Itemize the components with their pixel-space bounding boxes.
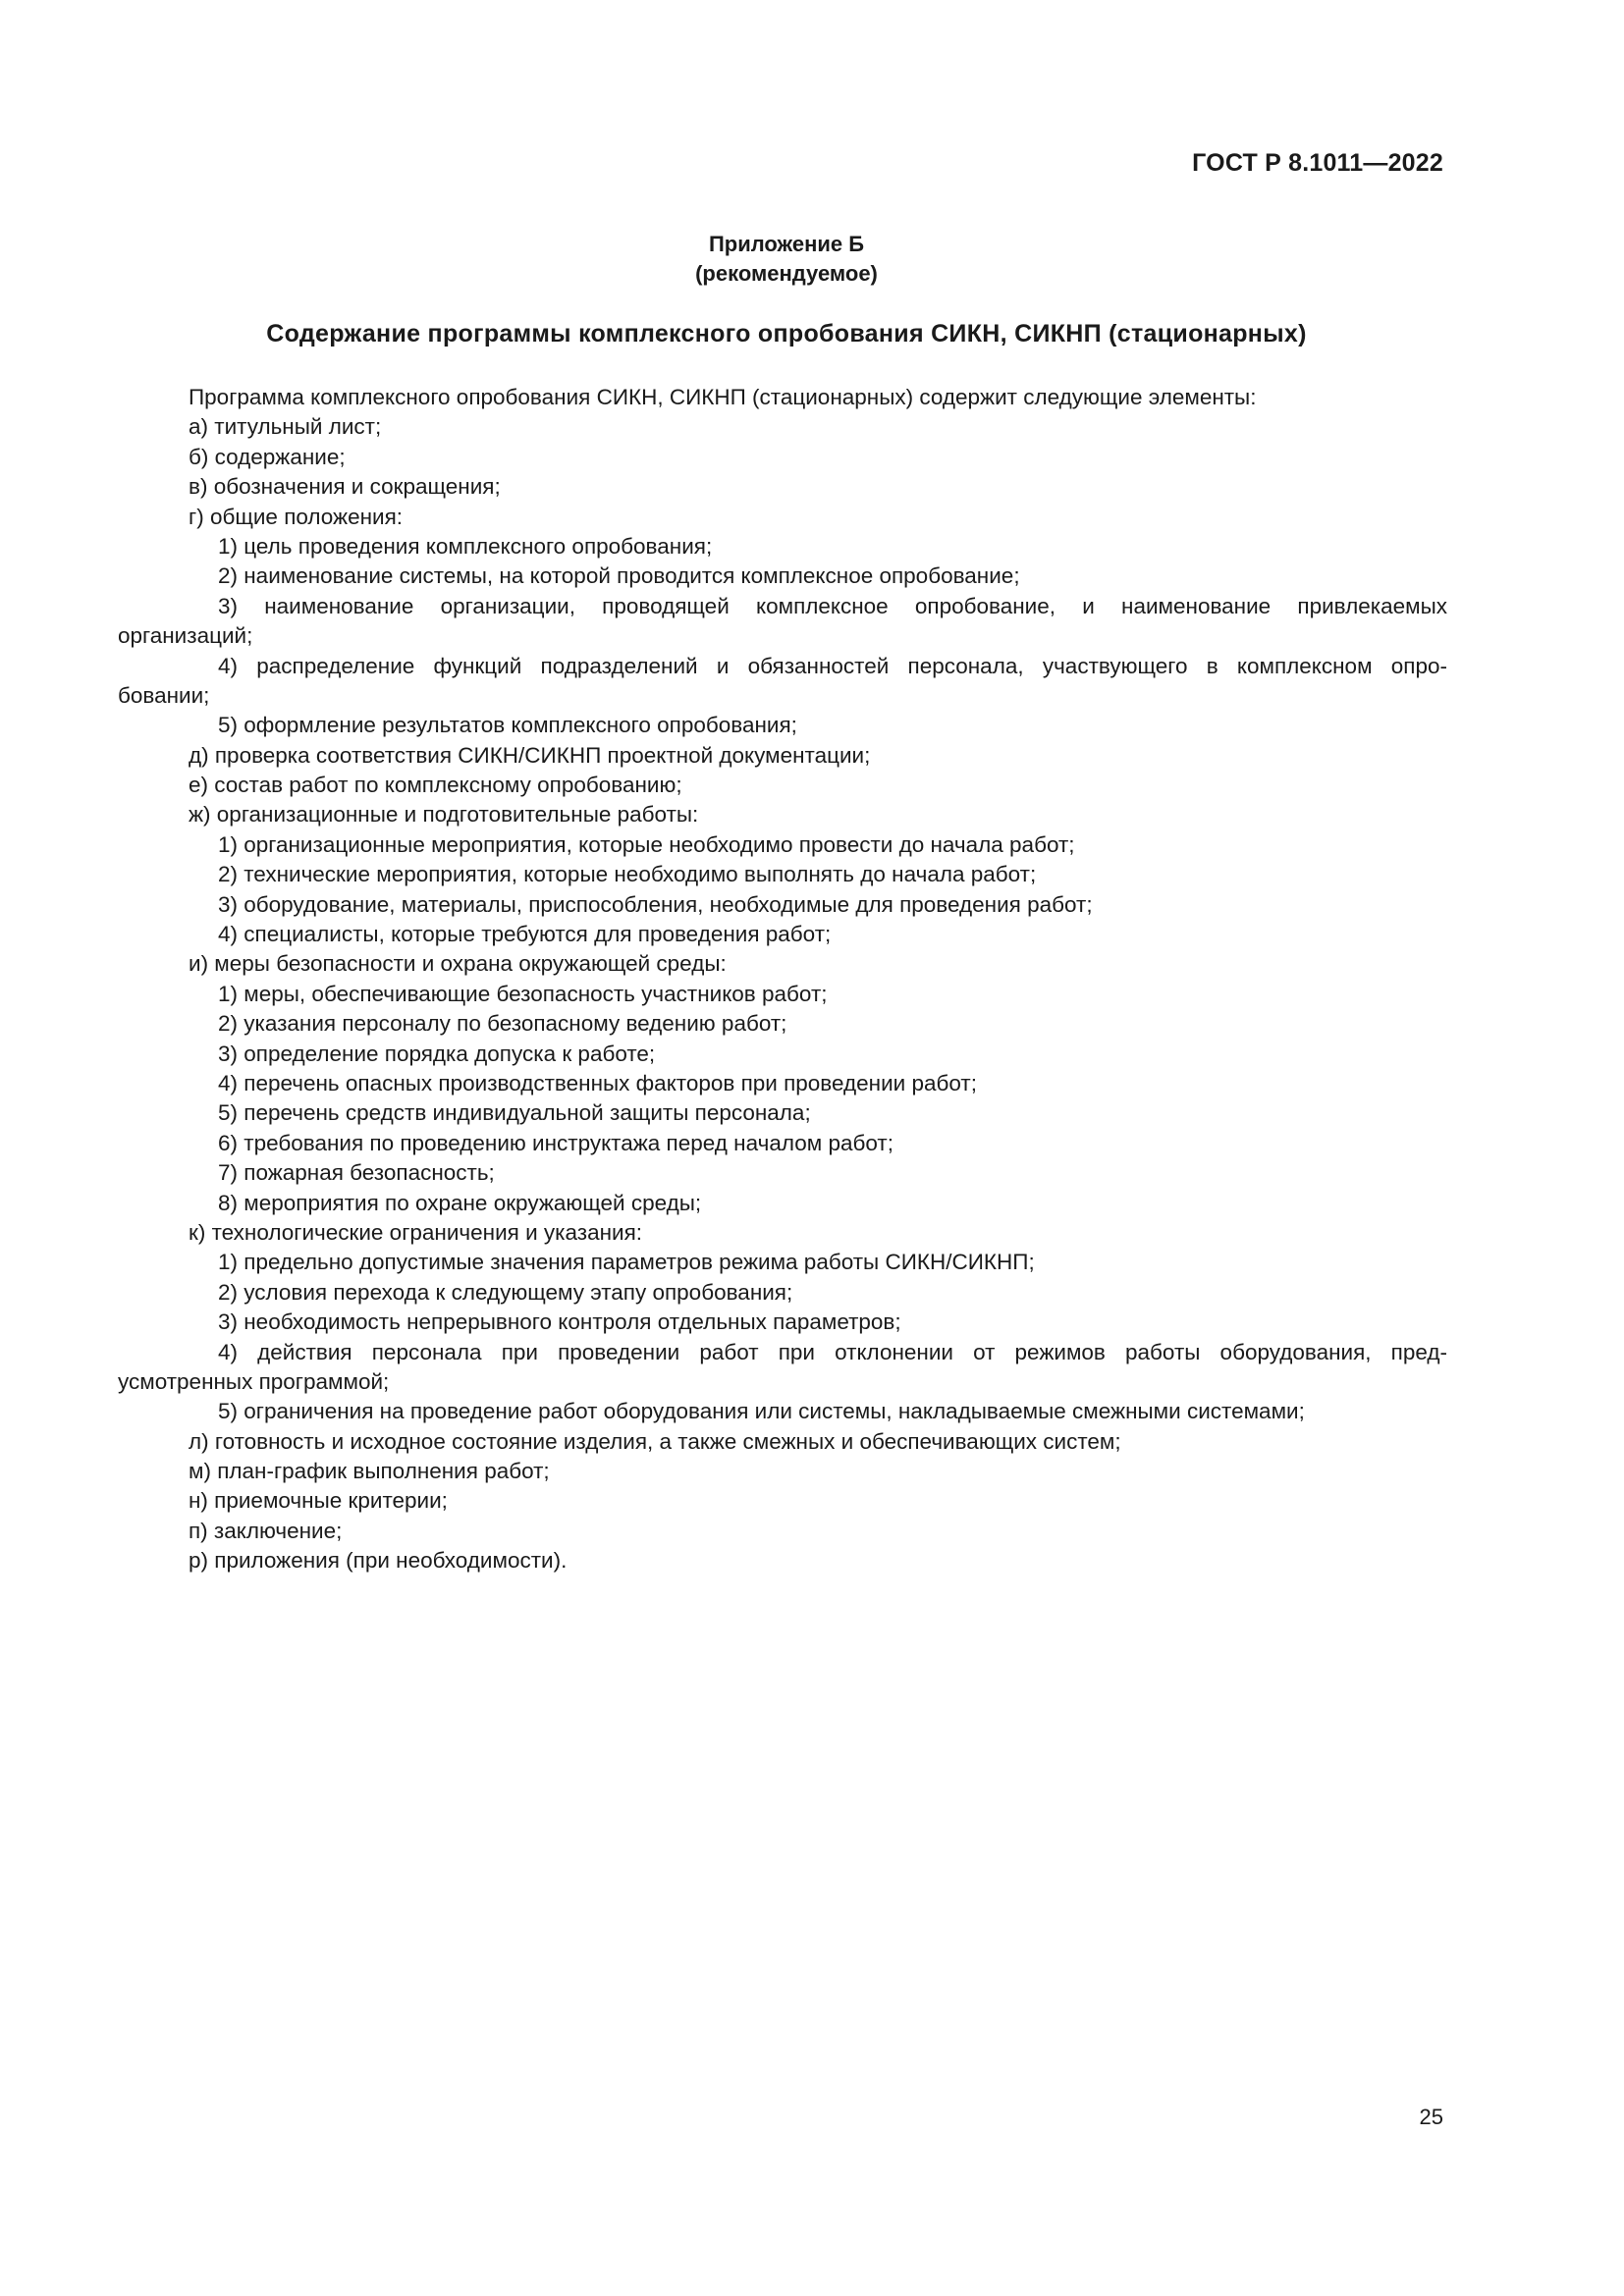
sub-list-item: 1) цель проведения комплексного опробования; [218, 533, 713, 559]
list-item: н) приемочные критерии; [189, 1488, 448, 1514]
sub-list-item: 1) предельно допустимые значения параметров режима работы СИКН/СИКНП; [218, 1250, 1035, 1275]
sub-list-item: 6) требования по проведению инструктажа перед началом работ; [218, 1130, 893, 1155]
appendix-title: Приложение Б [708, 232, 865, 256]
sub-list-item: 5) оформление результатов комплексного опробования; [218, 713, 797, 738]
document-body [118, 383, 1447, 1576]
list-item: е) состав работ по комплексному опробованию; [189, 773, 682, 798]
document-code: ГОСТ Р 8.1011—2022 [1192, 149, 1443, 177]
page-number: 25 [1419, 2105, 1443, 2129]
sub-list-item: 1) меры, обеспечивающие безопасность участников работ; [218, 981, 828, 1006]
sub-list-item: 3) определение порядка допуска к работе; [218, 1041, 656, 1066]
list-item: г) общие положения: [189, 504, 404, 529]
list-item: д) проверка соответствия СИКН/СИКНП проектной документации; [189, 742, 871, 768]
list-item: к) технологические ограничения и указания: [189, 1219, 643, 1245]
sub-list-item-continuation: усмотренных программой; [118, 1368, 390, 1394]
list-item: ж) организационные и подготовительные работы: [189, 802, 699, 828]
sub-list-item: 1) организационные мероприятия, которые необходимо провести до начала работ; [218, 831, 1075, 857]
list-item: а) титульный лист; [189, 414, 382, 440]
sub-list-item-continuation: бовании; [118, 682, 210, 708]
appendix-title-block [0, 230, 1573, 289]
intro-paragraph: Программа комплексного опробования СИКН, СИКНП (стационарных) содержит следующие элементы: [189, 385, 1257, 409]
sub-list-item-continuation: организаций; [118, 623, 253, 649]
sub-list-item: 8) мероприятия по охране окружающей среды; [218, 1190, 702, 1215]
sub-list-item: 4) действия персонала при проведении работ при отклонении от режимов работы оборудования, пред- [218, 1339, 1447, 1364]
list-item: в) обозначения и сокращения; [189, 474, 501, 500]
list-item: п) заключение; [189, 1518, 343, 1543]
list-item: б) содержание; [189, 444, 346, 469]
sub-list-item: 4) специалисты, которые требуются для проведения работ; [218, 922, 832, 947]
sub-list-item: 5) ограничения на проведение работ оборудования или системы, накладываемые смежными системами; [218, 1399, 1305, 1424]
list-item: и) меры безопасности и охрана окружающей среды: [189, 951, 727, 977]
sub-list-item: 3) оборудование, материалы, приспособления, необходимые для проведения работ; [218, 891, 1093, 917]
appendix-subtitle: (рекомендуемое) [695, 261, 878, 286]
sub-list-item: 2) условия перехода к следующему этапу опробования; [218, 1279, 793, 1305]
list-item: р) приложения (при необходимости). [189, 1548, 568, 1574]
section-heading: Содержание программы комплексного опробования СИКН, СИКНП (стационарных) [266, 320, 1307, 347]
list-item: л) готовность и исходное состояние изделия, а также смежных и обеспечивающих систем; [189, 1428, 1121, 1454]
sub-list-item: 5) перечень средств индивидуальной защиты персонала; [218, 1100, 811, 1126]
sub-list-item: 2) наименование системы, на которой проводится комплексное опробование; [218, 563, 1020, 589]
sub-list-item: 3) необходимость непрерывного контроля отдельных параметров; [218, 1309, 901, 1335]
list-item: м) план-график выполнения работ; [189, 1459, 550, 1484]
sub-list-item: 2) указания персоналу по безопасному ведению работ; [218, 1011, 787, 1037]
sub-list-item: 4) перечень опасных производственных факторов при проведении работ; [218, 1070, 977, 1095]
sub-list-item: 3) наименование организации, проводящей комплексное опробование, и наименование привлекаемых [218, 593, 1447, 618]
sub-list-item: 7) пожарная безопасность; [218, 1160, 495, 1186]
sub-list-item: 2) технические мероприятия, которые необходимо выполнять до начала работ; [218, 862, 1037, 887]
sub-list-item: 4) распределение функций подразделений и обязанностей персонала, участвующего в комплексном опро- [218, 653, 1447, 678]
